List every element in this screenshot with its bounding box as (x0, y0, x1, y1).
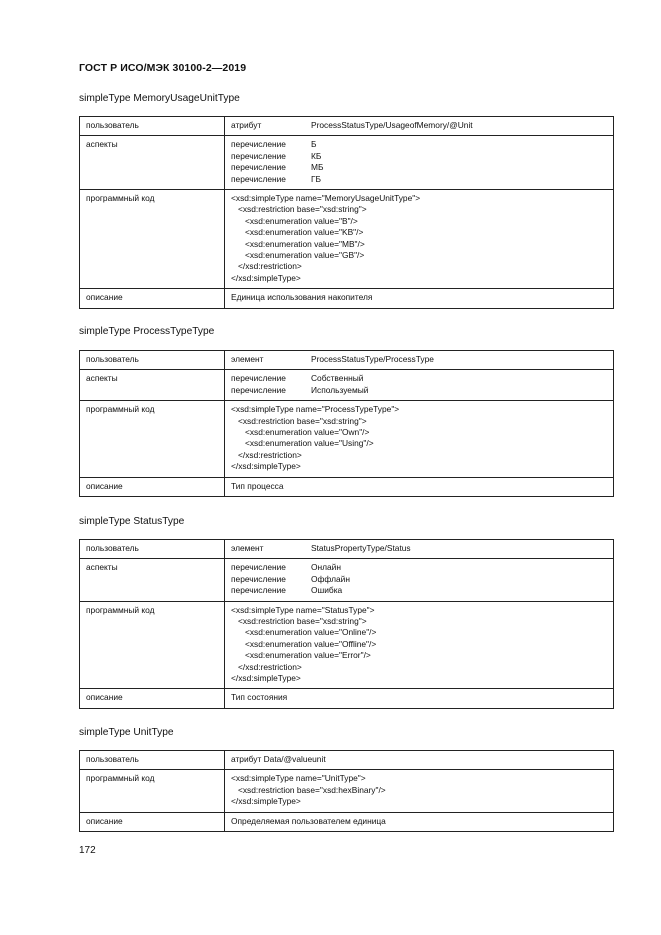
page-header: ГОСТ Р ИСО/МЭК 30100-2—2019 (79, 62, 247, 74)
facet-item (231, 373, 607, 384)
facet-kind: перечисление (231, 139, 286, 150)
code-line: <xsd:simpleType name="UnitType"> (231, 773, 366, 784)
description-value: Тип процесса (225, 477, 614, 496)
row-label: пользователь (80, 540, 225, 559)
facets-cell (225, 136, 614, 190)
code-line: </xsd:simpleType> (231, 796, 301, 807)
user-path: ProcessStatusType/UsageofMemory/@Unit (311, 120, 473, 130)
row-label: аспекты (80, 370, 225, 401)
facet-item (231, 139, 607, 150)
code-cell (225, 601, 614, 689)
code-cell (225, 401, 614, 477)
facet-item (231, 574, 607, 585)
table-row-description (80, 689, 614, 708)
facet-kind: перечисление (231, 150, 286, 161)
row-label: пользователь (80, 117, 225, 136)
table-row-user (80, 751, 614, 770)
row-label: пользователь (80, 751, 225, 770)
facet-value: Используемый (311, 384, 369, 395)
user-cell (225, 540, 614, 559)
table-row-user (80, 351, 614, 370)
row-label: программный код (80, 401, 225, 477)
code-line: <xsd:restriction base="xsd:string"> (231, 616, 367, 627)
row-label: программный код (80, 601, 225, 689)
row-label: аспекты (80, 559, 225, 601)
code-line: <xsd:enumeration value="MB"/> (231, 238, 365, 249)
code-line: <xsd:enumeration value="KB"/> (231, 227, 364, 238)
facet-value: ГБ (311, 173, 322, 184)
user-path: StatusPropertyType/Status (311, 543, 411, 553)
spec-table-status-type (79, 539, 614, 709)
row-label: программный код (80, 190, 225, 289)
code-line: </xsd:simpleType> (231, 461, 301, 472)
facet-value: Б (311, 139, 317, 150)
spec-table-process-type-type (79, 350, 614, 497)
facet-value: КБ (311, 150, 322, 161)
facets-cell (225, 559, 614, 601)
table-row-code (80, 190, 614, 289)
code-line: <xsd:enumeration value="Online"/> (231, 627, 377, 638)
code-line: <xsd:enumeration value="Own"/> (231, 427, 370, 438)
facet-item (231, 162, 607, 173)
table-row-code (80, 401, 614, 477)
facet-kind: перечисление (231, 585, 286, 596)
code-line: <xsd:simpleType name="ProcessTypeType"> (231, 404, 400, 415)
row-label: программный код (80, 770, 225, 812)
row-label: описание (80, 812, 225, 831)
facet-item (231, 385, 607, 396)
spec-table-memory-usage-unit-type (79, 116, 614, 309)
user-kind: элемент (231, 543, 264, 553)
code-line: <xsd:simpleType name="StatusType"> (231, 604, 375, 615)
section-title-process-type-type: simpleType ProcessTypeType (79, 326, 215, 337)
code-line: <xsd:enumeration value="Offline"/> (231, 638, 377, 649)
code-line: <xsd:enumeration value="Error"/> (231, 650, 371, 661)
description-value: Единица использования накопителя (225, 289, 614, 308)
table-row-facets (80, 559, 614, 601)
facet-kind: перечисление (231, 173, 286, 184)
code-line: </xsd:simpleType> (231, 673, 301, 684)
facets-cell (225, 370, 614, 401)
section-title-memory-usage-unit-type: simpleType MemoryUsageUnitType (79, 93, 240, 104)
facet-value: МБ (311, 162, 324, 173)
description-value: Тип состояния (225, 689, 614, 708)
table-row-description (80, 812, 614, 831)
section-title-unit-type: simpleType UnitType (79, 727, 174, 738)
facet-kind: перечисление (231, 573, 286, 584)
spec-table-unit-type (79, 750, 614, 832)
user-path: ProcessStatusType/ProcessType (311, 354, 434, 364)
facet-kind: перечисление (231, 384, 286, 395)
facet-item (231, 151, 607, 162)
code-line: </xsd:simpleType> (231, 272, 301, 283)
row-label: пользователь (80, 351, 225, 370)
code-line: <xsd:simpleType name="MemoryUsageUnitType"> (231, 193, 421, 204)
facet-value: Собственный (311, 373, 364, 384)
facet-item (231, 174, 607, 185)
section-title-status-type: simpleType StatusType (79, 516, 185, 527)
code-line: </xsd:restriction> (231, 261, 302, 272)
row-label: описание (80, 477, 225, 496)
row-label: аспекты (80, 136, 225, 190)
user-kind: атрибут (231, 120, 262, 130)
table-row-user (80, 540, 614, 559)
code-line: </xsd:restriction> (231, 661, 302, 672)
page-number: 172 (79, 845, 96, 856)
code-line: <xsd:enumeration value="GB"/> (231, 250, 365, 261)
code-line: <xsd:restriction base="xsd:hexBinary"/> (231, 784, 386, 795)
code-line: <xsd:enumeration value="Using"/> (231, 438, 374, 449)
facet-item (231, 562, 607, 573)
table-row-code (80, 770, 614, 812)
facet-value: Оффлайн (311, 573, 350, 584)
facet-value: Ошибка (311, 585, 343, 596)
user-kind: элемент (231, 354, 264, 364)
facet-item (231, 585, 607, 596)
table-row-user (80, 117, 614, 136)
code-line: <xsd:restriction base="xsd:string"> (231, 204, 367, 215)
user-value: атрибут Data/@valueunit (225, 751, 614, 770)
table-row-facets (80, 136, 614, 190)
code-cell (225, 190, 614, 289)
description-value: Определяемая пользователем единица (225, 812, 614, 831)
row-label: описание (80, 289, 225, 308)
user-cell (225, 117, 614, 136)
code-line: <xsd:restriction base="xsd:string"> (231, 415, 367, 426)
code-cell (225, 770, 614, 812)
user-cell (225, 351, 614, 370)
facet-kind: перечисление (231, 562, 286, 573)
code-line: </xsd:restriction> (231, 449, 302, 460)
facet-value: Онлайн (311, 562, 341, 573)
table-row-facets (80, 370, 614, 401)
table-row-description (80, 477, 614, 496)
code-line: <xsd:enumeration value="B"/> (231, 215, 358, 226)
row-label: описание (80, 689, 225, 708)
table-row-description (80, 289, 614, 308)
table-row-code (80, 601, 614, 689)
facet-kind: перечисление (231, 162, 286, 173)
facet-kind: перечисление (231, 373, 286, 384)
